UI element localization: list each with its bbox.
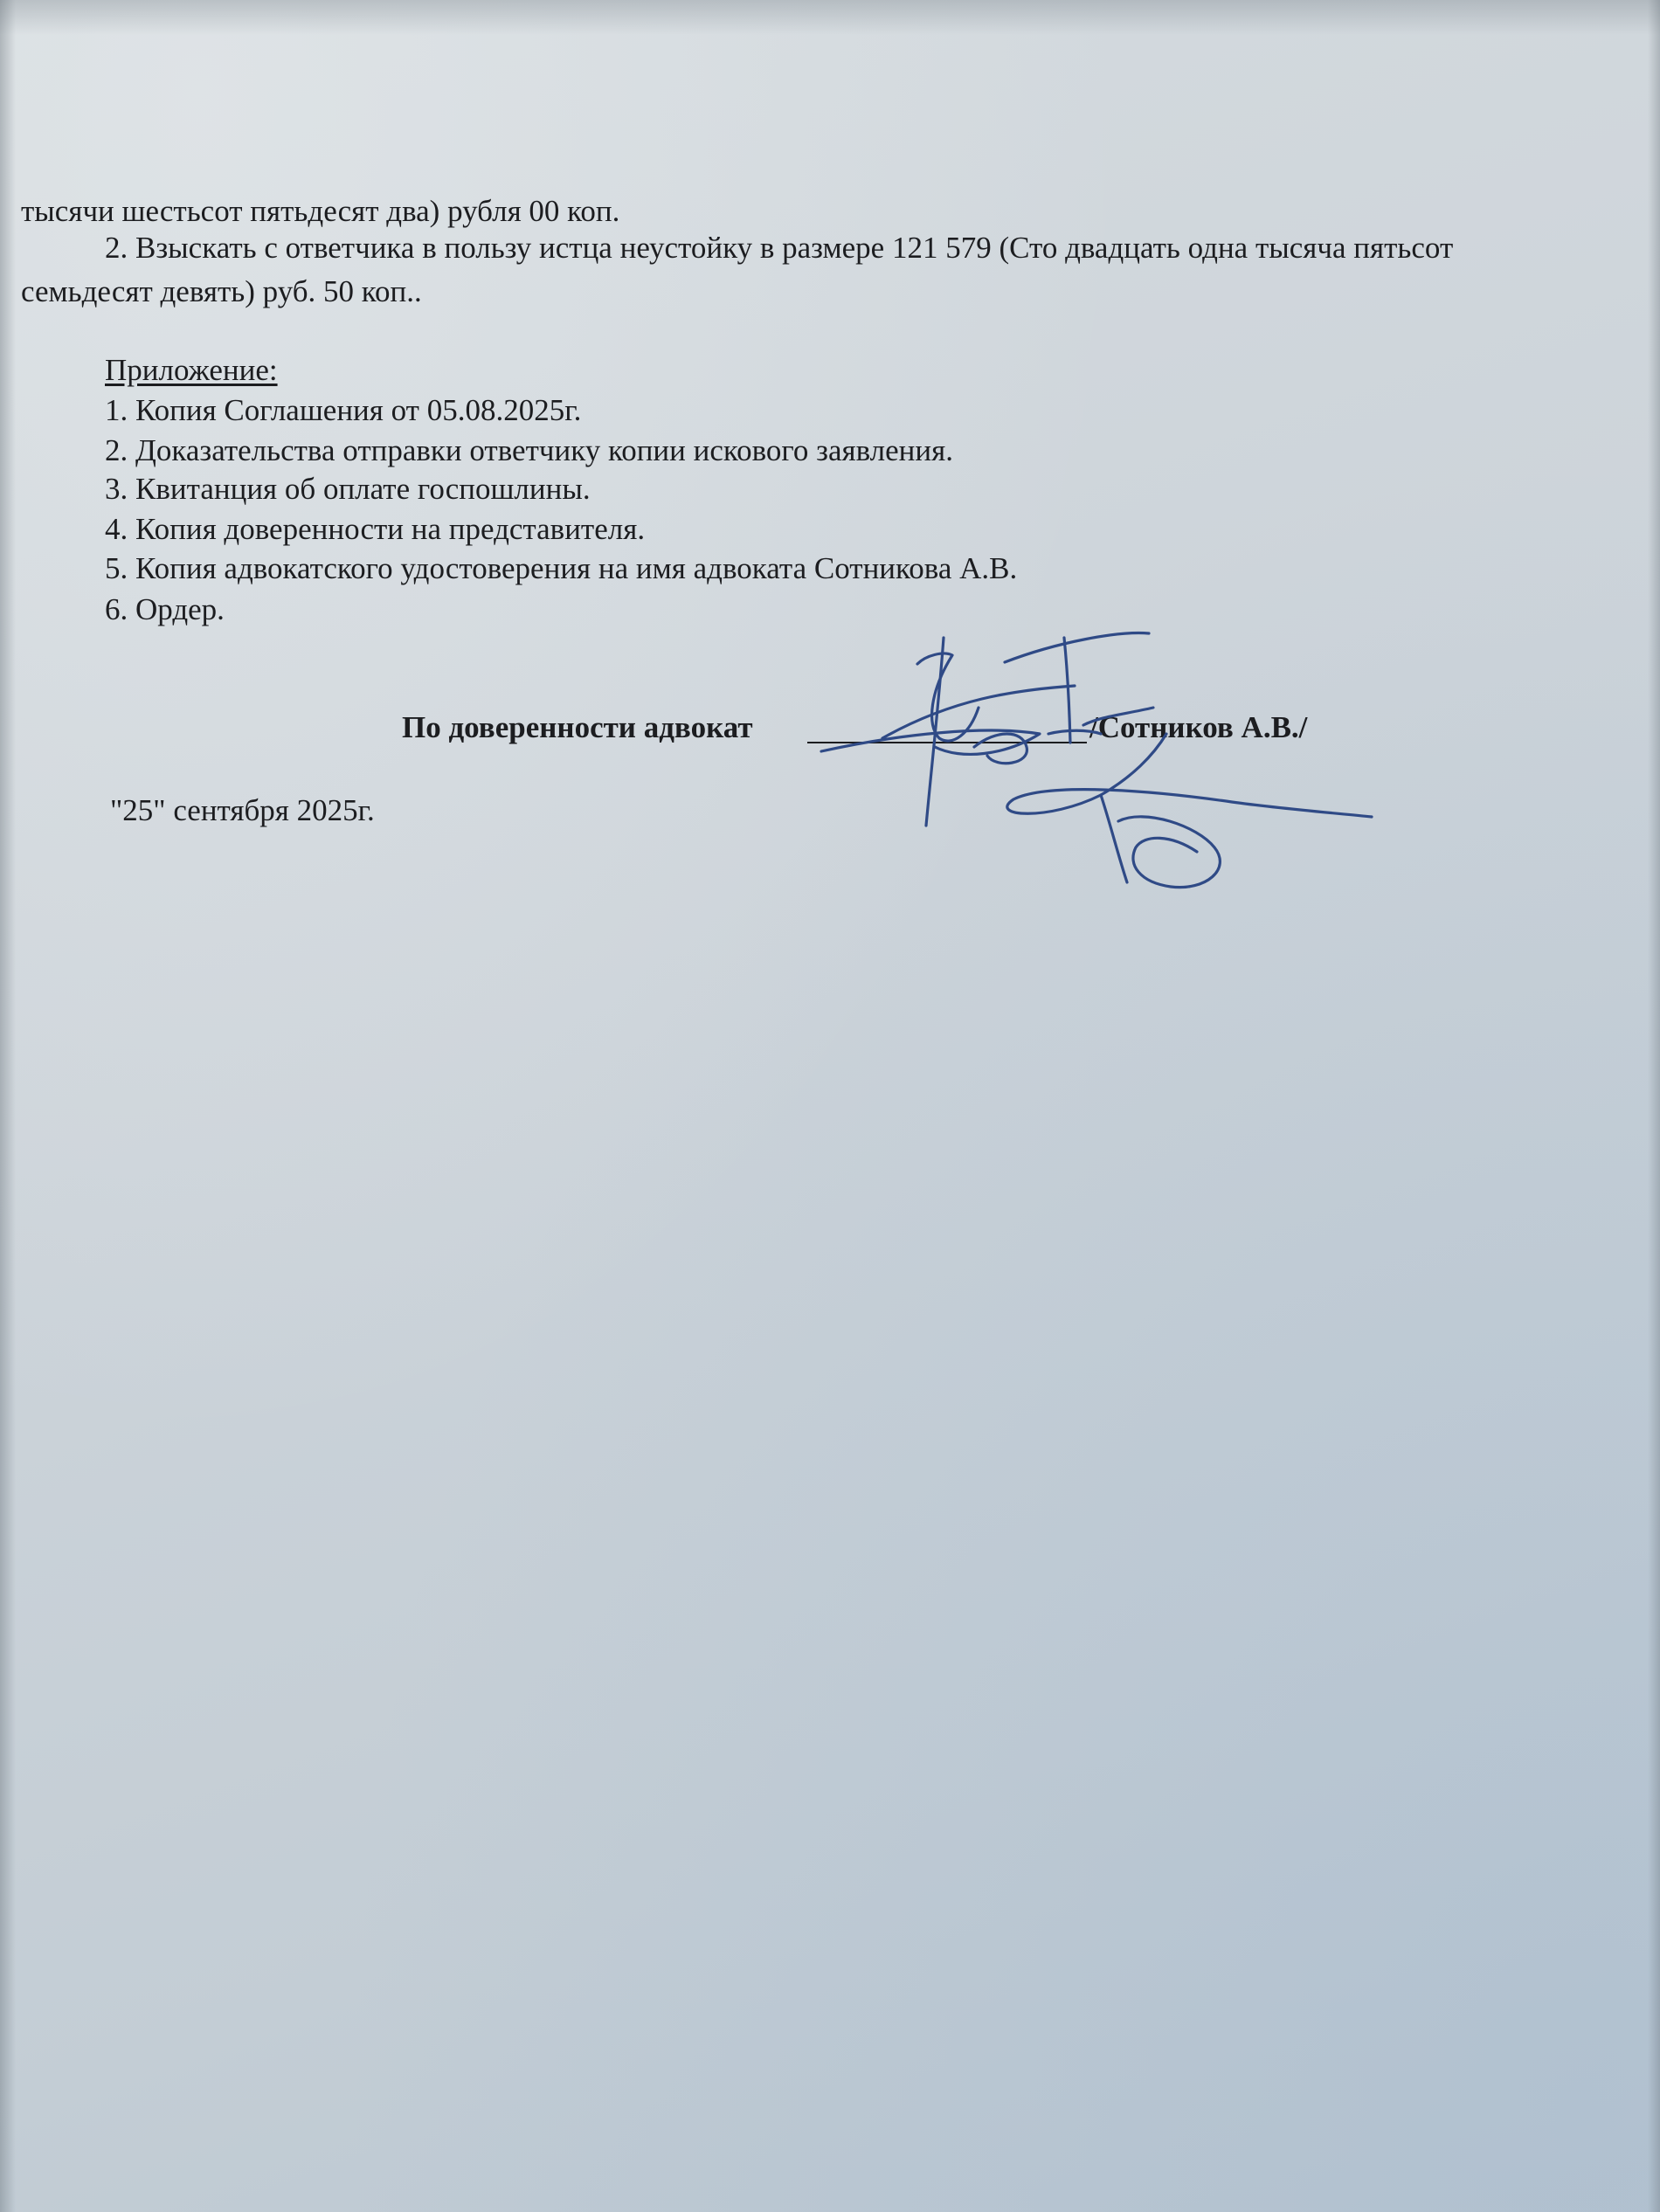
appendix-title: Приложение: — [105, 353, 278, 387]
appendix-item: 1. Копия Соглашения от 05.08.2025г. — [105, 393, 582, 427]
page-shadow-left — [0, 0, 16, 2212]
body-text-line: 2. Взыскать с ответчика в пользу истца неустойку в размере 121 579 (Сто двадцать одна тысяча пятьсот — [105, 231, 1454, 265]
body-text-line: семьдесят девять) руб. 50 коп.. — [21, 274, 422, 308]
appendix-item: 6. Ордер. — [105, 592, 225, 626]
signature-label: По доверенности адвокат — [402, 710, 753, 744]
appendix-item: 3. Квитанция об оплате госпошлины. — [105, 472, 591, 506]
body-text-line: тысячи шестьсот пятьдесят два) рубля 00 коп. — [21, 194, 620, 228]
appendix-item: 4. Копия доверенности на представителя. — [105, 512, 646, 546]
appendix-item: 2. Доказательства отправки ответчику копии искового заявления. — [105, 433, 953, 467]
signatory-name: /Сотников А.В./ — [1089, 710, 1308, 744]
document-date: "25" сентября 2025г. — [110, 793, 375, 827]
handwritten-signature-icon — [786, 603, 1415, 935]
appendix-item: 5. Копия адвокатского удостоверения на имя адвоката Сотникова А.В. — [105, 551, 1018, 585]
page-shadow-top — [0, 0, 1660, 35]
page-shadow-right — [1648, 0, 1660, 2212]
